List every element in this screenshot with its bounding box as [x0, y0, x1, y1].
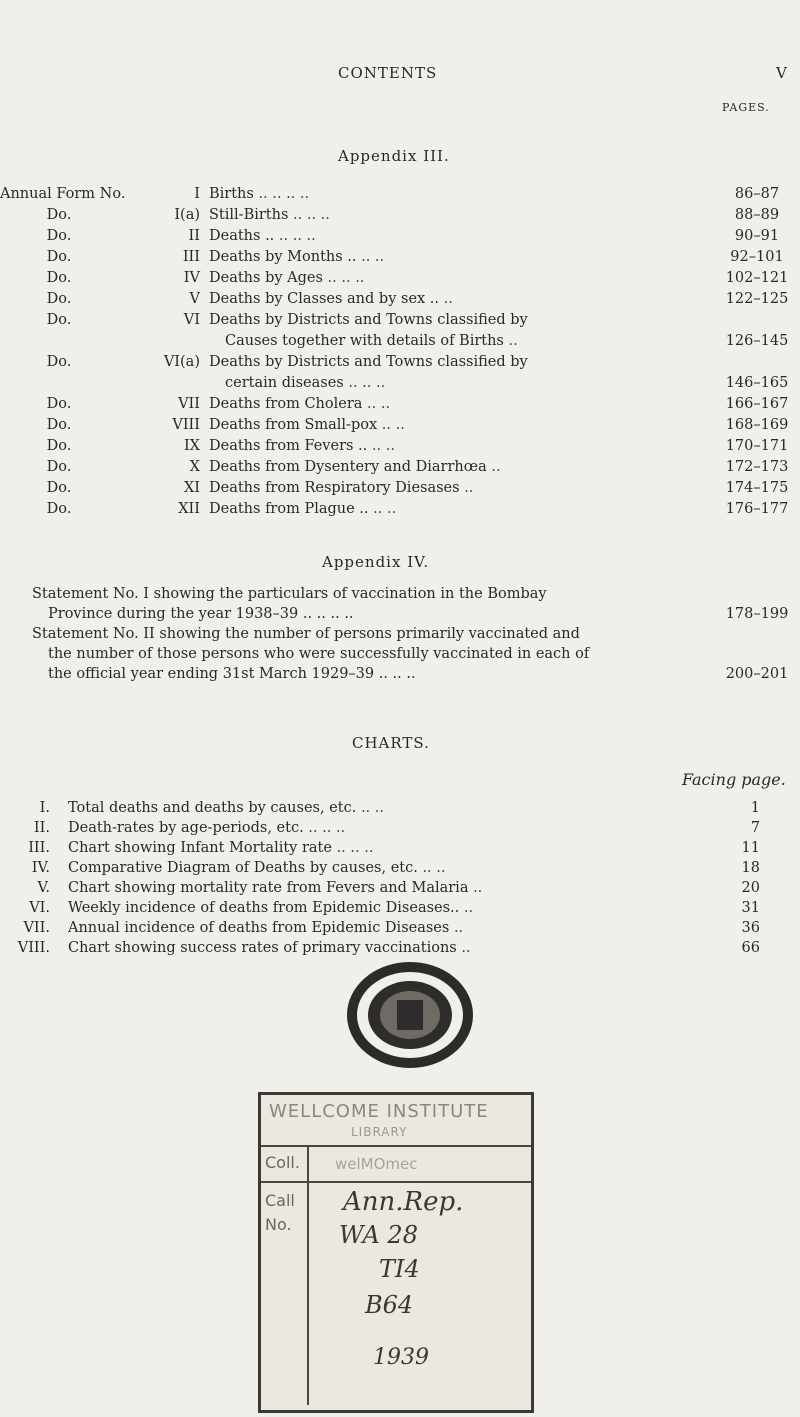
page-range: 166–167 [725, 396, 789, 412]
chart-page: 66 [741, 940, 760, 956]
form-description: Births .. .. .. .. [209, 186, 310, 202]
form-description: Deaths from Respiratory Diesases .. [209, 480, 474, 496]
form-label: Annual Form No. [0, 186, 126, 202]
form-number: XII [178, 501, 200, 517]
form-description: Deaths by Districts and Towns classified by [209, 354, 528, 370]
statement-line: Statement No. II showing the number of persons primarily vaccinated and [32, 626, 580, 642]
chart-description: Chart showing Infant Mortality rate .. .. .. [68, 840, 374, 856]
page-numeral: V [776, 64, 787, 82]
seal-icon [345, 960, 475, 1070]
chart-number: III. [28, 840, 50, 856]
chart-description: Weekly incidence of deaths from Epidemic Diseases.. .. [68, 900, 474, 916]
form-label: Do. [46, 249, 72, 265]
coll-value: welMOmec [335, 1155, 418, 1173]
page-range: 126–145 [725, 333, 789, 349]
form-description: Deaths by Months .. .. .. [209, 249, 385, 265]
library-seal-image [345, 960, 475, 1070]
appendix-4-title: Appendix IV. [322, 553, 430, 571]
chart-number: VII. [23, 920, 50, 936]
chart-page: 11 [741, 840, 760, 856]
page-range: 122–125 [725, 291, 789, 307]
pages-column-heading: PAGES. [722, 101, 770, 114]
call-number-line-3: TI4 [379, 1255, 420, 1283]
chart-number: VI. [29, 900, 50, 916]
page-range: 102–121 [725, 270, 789, 286]
chart-description: Chart showing success rates of primary vaccinations .. [68, 940, 471, 956]
form-label: Do. [46, 417, 72, 433]
form-number: IX [183, 438, 200, 454]
page-range: 90–91 [734, 228, 780, 244]
call-number-line-1: Ann.Rep. [343, 1187, 464, 1217]
form-number: III [182, 249, 200, 265]
chart-page: 20 [741, 880, 760, 896]
call-label: Call [265, 1191, 295, 1210]
form-label: Do. [46, 501, 72, 517]
call-number-line-2: WA 28 [339, 1221, 418, 1249]
chart-number: IV. [31, 860, 50, 876]
form-label: Do. [46, 228, 72, 244]
chart-page: 7 [750, 820, 760, 836]
form-number: I(a) [174, 207, 200, 223]
form-description: Deaths by Classes and by sex .. .. [209, 291, 453, 307]
form-description: Deaths from Cholera .. .. [209, 396, 391, 412]
form-description: Deaths by Ages .. .. .. [209, 270, 365, 286]
chart-description: Death-rates by age-periods, etc. .. .. .. [68, 820, 346, 836]
form-description-cont: Causes together with details of Births .. [225, 333, 518, 349]
form-number: I [194, 186, 200, 202]
chart-number: VIII. [17, 940, 50, 956]
form-label: Do. [46, 459, 72, 475]
chart-description: Total deaths and deaths by causes, etc. .. .. [68, 800, 384, 816]
form-number: VIII [172, 417, 200, 433]
form-label: Do. [46, 438, 72, 454]
form-label: Do. [46, 312, 72, 328]
page-range: 176–177 [725, 501, 789, 517]
chart-number: I. [39, 800, 50, 816]
statement-line: Statement No. I showing the particulars of vaccination in the Bombay [32, 586, 547, 602]
chart-number: II. [33, 820, 50, 836]
page-range: 172–173 [725, 459, 789, 475]
form-number: II [188, 228, 200, 244]
chart-number: V. [37, 880, 50, 896]
no-label: No. [265, 1215, 292, 1234]
form-label: Do. [46, 480, 72, 496]
call-number-line-5: 1939 [373, 1345, 429, 1370]
form-description: Deaths from Dysentery and Diarrhœa .. [209, 459, 501, 475]
form-number: VII [178, 396, 200, 412]
chart-description: Annual incidence of deaths from Epidemic Diseases .. [68, 920, 464, 936]
form-label: Do. [46, 396, 72, 412]
page-range: 200–201 [725, 666, 789, 682]
stamp-title: WELLCOME INSTITUTE [269, 1101, 489, 1122]
page-range: 146–165 [725, 375, 789, 391]
page-range: 170–171 [725, 438, 789, 454]
coll-label: Coll. [265, 1153, 300, 1172]
form-description: Deaths from Plague .. .. .. [209, 501, 397, 517]
page-range: 174–175 [725, 480, 789, 496]
chart-page: 1 [750, 800, 760, 816]
form-description-cont: certain diseases .. .. .. [225, 375, 386, 391]
page-range: 86–87 [734, 186, 780, 202]
form-number: X [189, 459, 200, 475]
charts-title: CHARTS. [352, 734, 430, 752]
form-label: Do. [46, 207, 72, 223]
form-number: XI [183, 480, 200, 496]
form-description: Deaths by Districts and Towns classified by [209, 312, 528, 328]
form-number: V [189, 291, 200, 307]
form-description: Deaths .. .. .. .. [209, 228, 316, 244]
form-description: Deaths from Fevers .. .. .. [209, 438, 395, 454]
chart-page: 18 [741, 860, 760, 876]
form-description: Still-Births .. .. .. [209, 207, 330, 223]
page-range: 168–169 [725, 417, 789, 433]
appendix-3-title: Appendix III. [338, 147, 450, 165]
chart-description: Comparative Diagram of Deaths by causes, etc. .. .. [68, 860, 446, 876]
form-number: VI(a) [163, 354, 200, 370]
page-range: 92–101 [730, 249, 784, 265]
running-head: CONTENTS [338, 64, 438, 82]
form-label: Do. [46, 270, 72, 286]
form-number: VI [183, 312, 200, 328]
form-description: Deaths from Small-pox .. .. [209, 417, 405, 433]
page-range: 178–199 [725, 606, 789, 622]
form-number: IV [183, 270, 200, 286]
stamp-subtitle: LIBRARY [351, 1125, 408, 1139]
form-label: Do. [46, 354, 72, 370]
chart-page: 36 [741, 920, 760, 936]
statement-line: the official year ending 31st March 1929–39 .. .. .. [48, 666, 416, 682]
library-stamp [258, 1092, 534, 1413]
chart-description: Chart showing mortality rate from Fevers and Malaria .. [68, 880, 483, 896]
page-range: 88–89 [734, 207, 780, 223]
chart-page: 31 [741, 900, 760, 916]
statement-line: the number of those persons who were successfully vaccinated in each of [48, 646, 590, 662]
statement-line: Province during the year 1938–39 .. .. .. .. [48, 606, 354, 622]
call-number-line-4: B64 [365, 1291, 414, 1319]
facing-page-heading: Facing page. [682, 770, 786, 789]
form-label: Do. [46, 291, 72, 307]
